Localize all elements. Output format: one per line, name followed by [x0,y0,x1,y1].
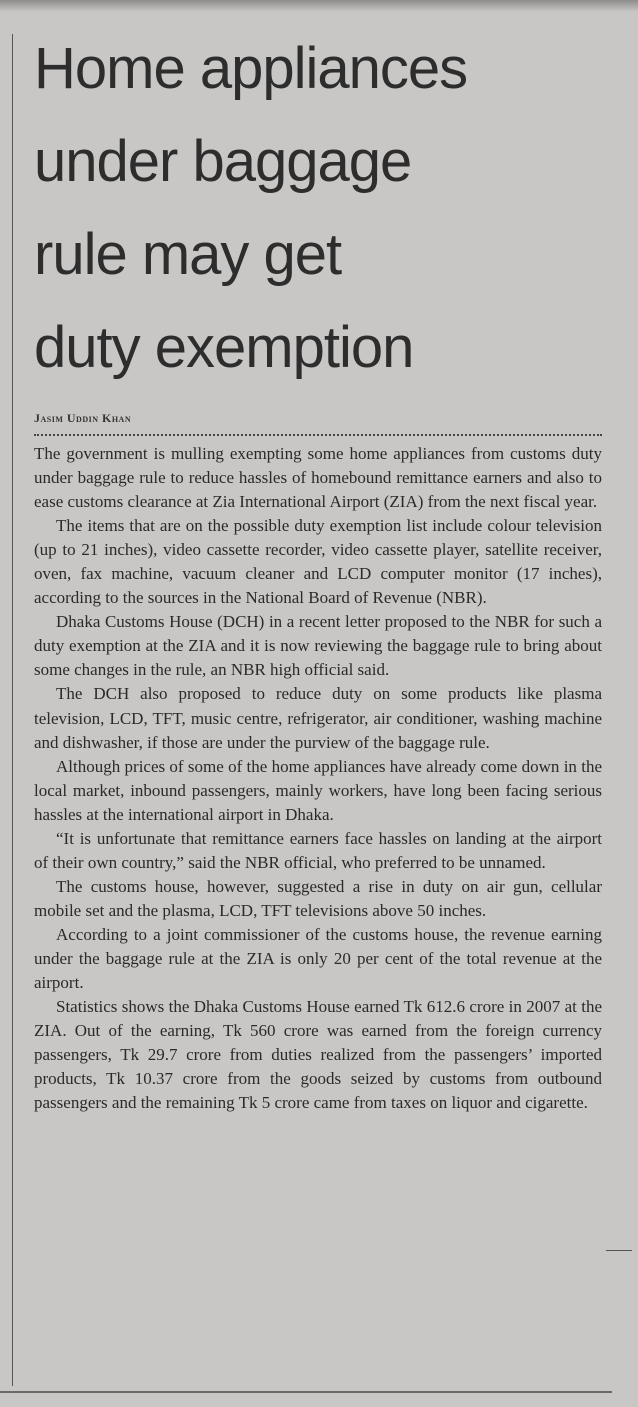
byline: Jasim Uddin Khan [34,411,132,425]
paragraph: The customs house, however, suggested a rise in duty on air gun, cellular mobile set and the plasma, LCD, TFT televisions above 50 inches. [34,876,602,920]
column-rule-left [12,34,13,1386]
paragraph: Dhaka Customs House (DCH) in a recent letter proposed to the NBR for such a duty exemption at the ZIA and it is now reviewing the baggage rule to bring about some changes in the rule, an NBR high official said. [34,612,602,680]
dotted-divider [34,434,602,436]
paragraph: The government is mulling exempting some home appliances from customs duty under baggage rule to reduce hassles of homebound remittance earners and also to ease customs clearance at Zia International Airport (ZIA) from the next fiscal year. [34,444,602,512]
top-edge-shadow [0,0,638,12]
headline-line: rule may get [34,222,342,287]
headline-line: duty exemption [34,315,414,380]
headline [34,22,602,394]
paragraph: Statistics shows the Dhaka Customs House earned Tk 612.6 crore in 2007 at the ZIA. Out of the earning, Tk 560 crore was earned from the foreign currency passengers, Tk 29.7 crore from duties realized from the passengers’ imported products, Tk 10.37 crore from the goods seized by customs from outbound passengers and the remaining Tk 5 crore came from taxes on liquor and cigarette. [34,997,602,1113]
headline-line: Home appliances [34,36,468,101]
paragraph: The items that are on the possible duty exemption list include colour television (up to 21 inches), video cassette recorder, video cassette player, satellite receiver, oven, fax machine, vacuum cleaner and LCD computer monitor (17 inches), according to the sources in the National Board of Revenue (NBR). [34,516,602,608]
headline-line: under baggage [34,129,412,194]
bottom-rule [0,1391,612,1393]
paragraph: The DCH also proposed to reduce duty on some products like plasma television, LCD, TFT, music centre, refrigerator, air conditioner, washing machine and dishwasher, if those are under the purview of the baggage rule. [34,684,602,752]
article-body [34,442,602,1115]
news-article [34,22,602,1115]
paragraph: Although prices of some of the home appliances have already come down in the local market, inbound passengers, mainly workers, have long been facing serious hassles at the international airport in Dhaka. [34,756,602,824]
paragraph: According to a joint commissioner of the customs house, the revenue earning under the baggage rule at the ZIA is only 20 per cent of the total revenue at the airport. [34,924,602,993]
paragraph: “It is unfortunate that remittance earners face hassles on landing at the airport of their own country,” said the NBR official, who preferred to be unnamed. [34,828,602,872]
column-rule-tick [606,1250,632,1251]
